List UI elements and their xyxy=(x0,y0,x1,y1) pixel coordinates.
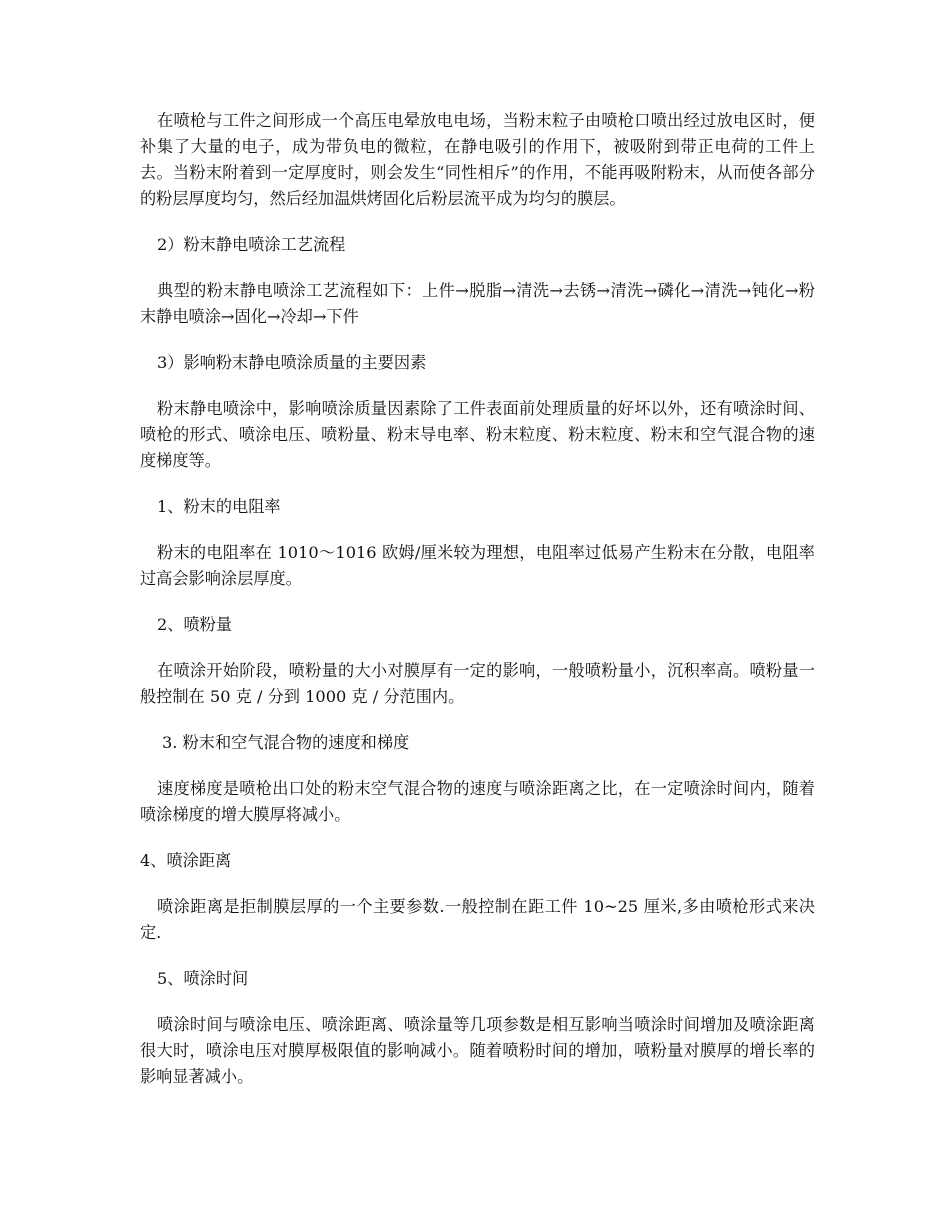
paragraph-powder-amount: 在喷涂开始阶段，喷粉量的大小对膜厚有一定的影响，一般喷粉量小，沉积率高。喷粉量一般控制在 50 克 / 分到 1000 克 / 分范围内。 xyxy=(140,661,815,706)
paragraph-spray-distance: 喷涂距离是拒制膜层厚的一个主要参数.一般控制在距工件 10~25 厘米,多由喷枪形式来决定. xyxy=(140,897,815,942)
paragraph-velocity-gradient: 速度梯度是喷枪出口处的粉末空气混合物的速度与喷涂距离之比，在一定喷涂时间内，随着喷涂梯度的增大膜厚将减小。 xyxy=(140,779,815,824)
paragraph-spray-time: 喷涂时间与喷涂电压、喷涂距离、喷涂量等几项参数是相互影响当喷涂时间增加及喷涂距离很大时，喷涂电压对膜厚极限值的影响减小。随着喷粉时间的增加，喷粉量对膜厚的增长率的影响显著减小。 xyxy=(140,1015,815,1086)
heading-powder-amount: 2、喷粉量 xyxy=(157,615,233,634)
paragraph-process-flow: 典型的粉末静电喷涂工艺流程如下：上件→脱脂→清洗→去锈→清洗→磷化→清洗→钝化→粉末静电喷涂→固化→冷却→下件 xyxy=(140,281,815,326)
document-page xyxy=(140,108,815,1090)
paragraph-electrostatic-principle: 在喷枪与工件之间形成一个高压电晕放电电场，当粉末粒子由喷枪口喷出经过放电区时，便补集了大量的电子，成为带负电的微粒，在静电吸引的作用下，被吸附到带正电荷的工件上去。当粉末附着到一定厚度时，则会发生“同性相斥”的作用，不能再吸附粉末，从而使各部分的粉层厚度均匀，然后经加温烘烤固化后粉层流平成为均匀的膜层。 xyxy=(140,111,815,208)
heading-quality-factors: 3）影响粉末静电喷涂质量的主要因素 xyxy=(157,353,427,372)
heading-velocity-gradient: 3. 粉末和空气混合物的速度和梯度 xyxy=(162,733,410,752)
heading-spray-time: 5、喷涂时间 xyxy=(157,969,249,988)
paragraph-powder-resistivity: 粉末的电阻率在 1010～1016 欧姆/厘米较为理想，电阻率过低易产生粉末在分散，电阻率过高会影响涂层厚度。 xyxy=(140,543,815,588)
heading-spray-distance: 4、喷涂距离 xyxy=(140,851,232,870)
paragraph-quality-factors: 粉末静电喷涂中，影响喷涂质量因素除了工件表面前处理质量的好坏以外，还有喷涂时间、喷枪的形式、喷涂电压、喷粉量、粉末导电率、粉末粒度、粉末粒度、粉末和空气混合物的速度梯度等。 xyxy=(140,399,815,470)
heading-powder-resistivity: 1、粉末的电阻率 xyxy=(157,497,281,516)
heading-process-flow: 2）粉末静电喷涂工艺流程 xyxy=(157,235,346,254)
